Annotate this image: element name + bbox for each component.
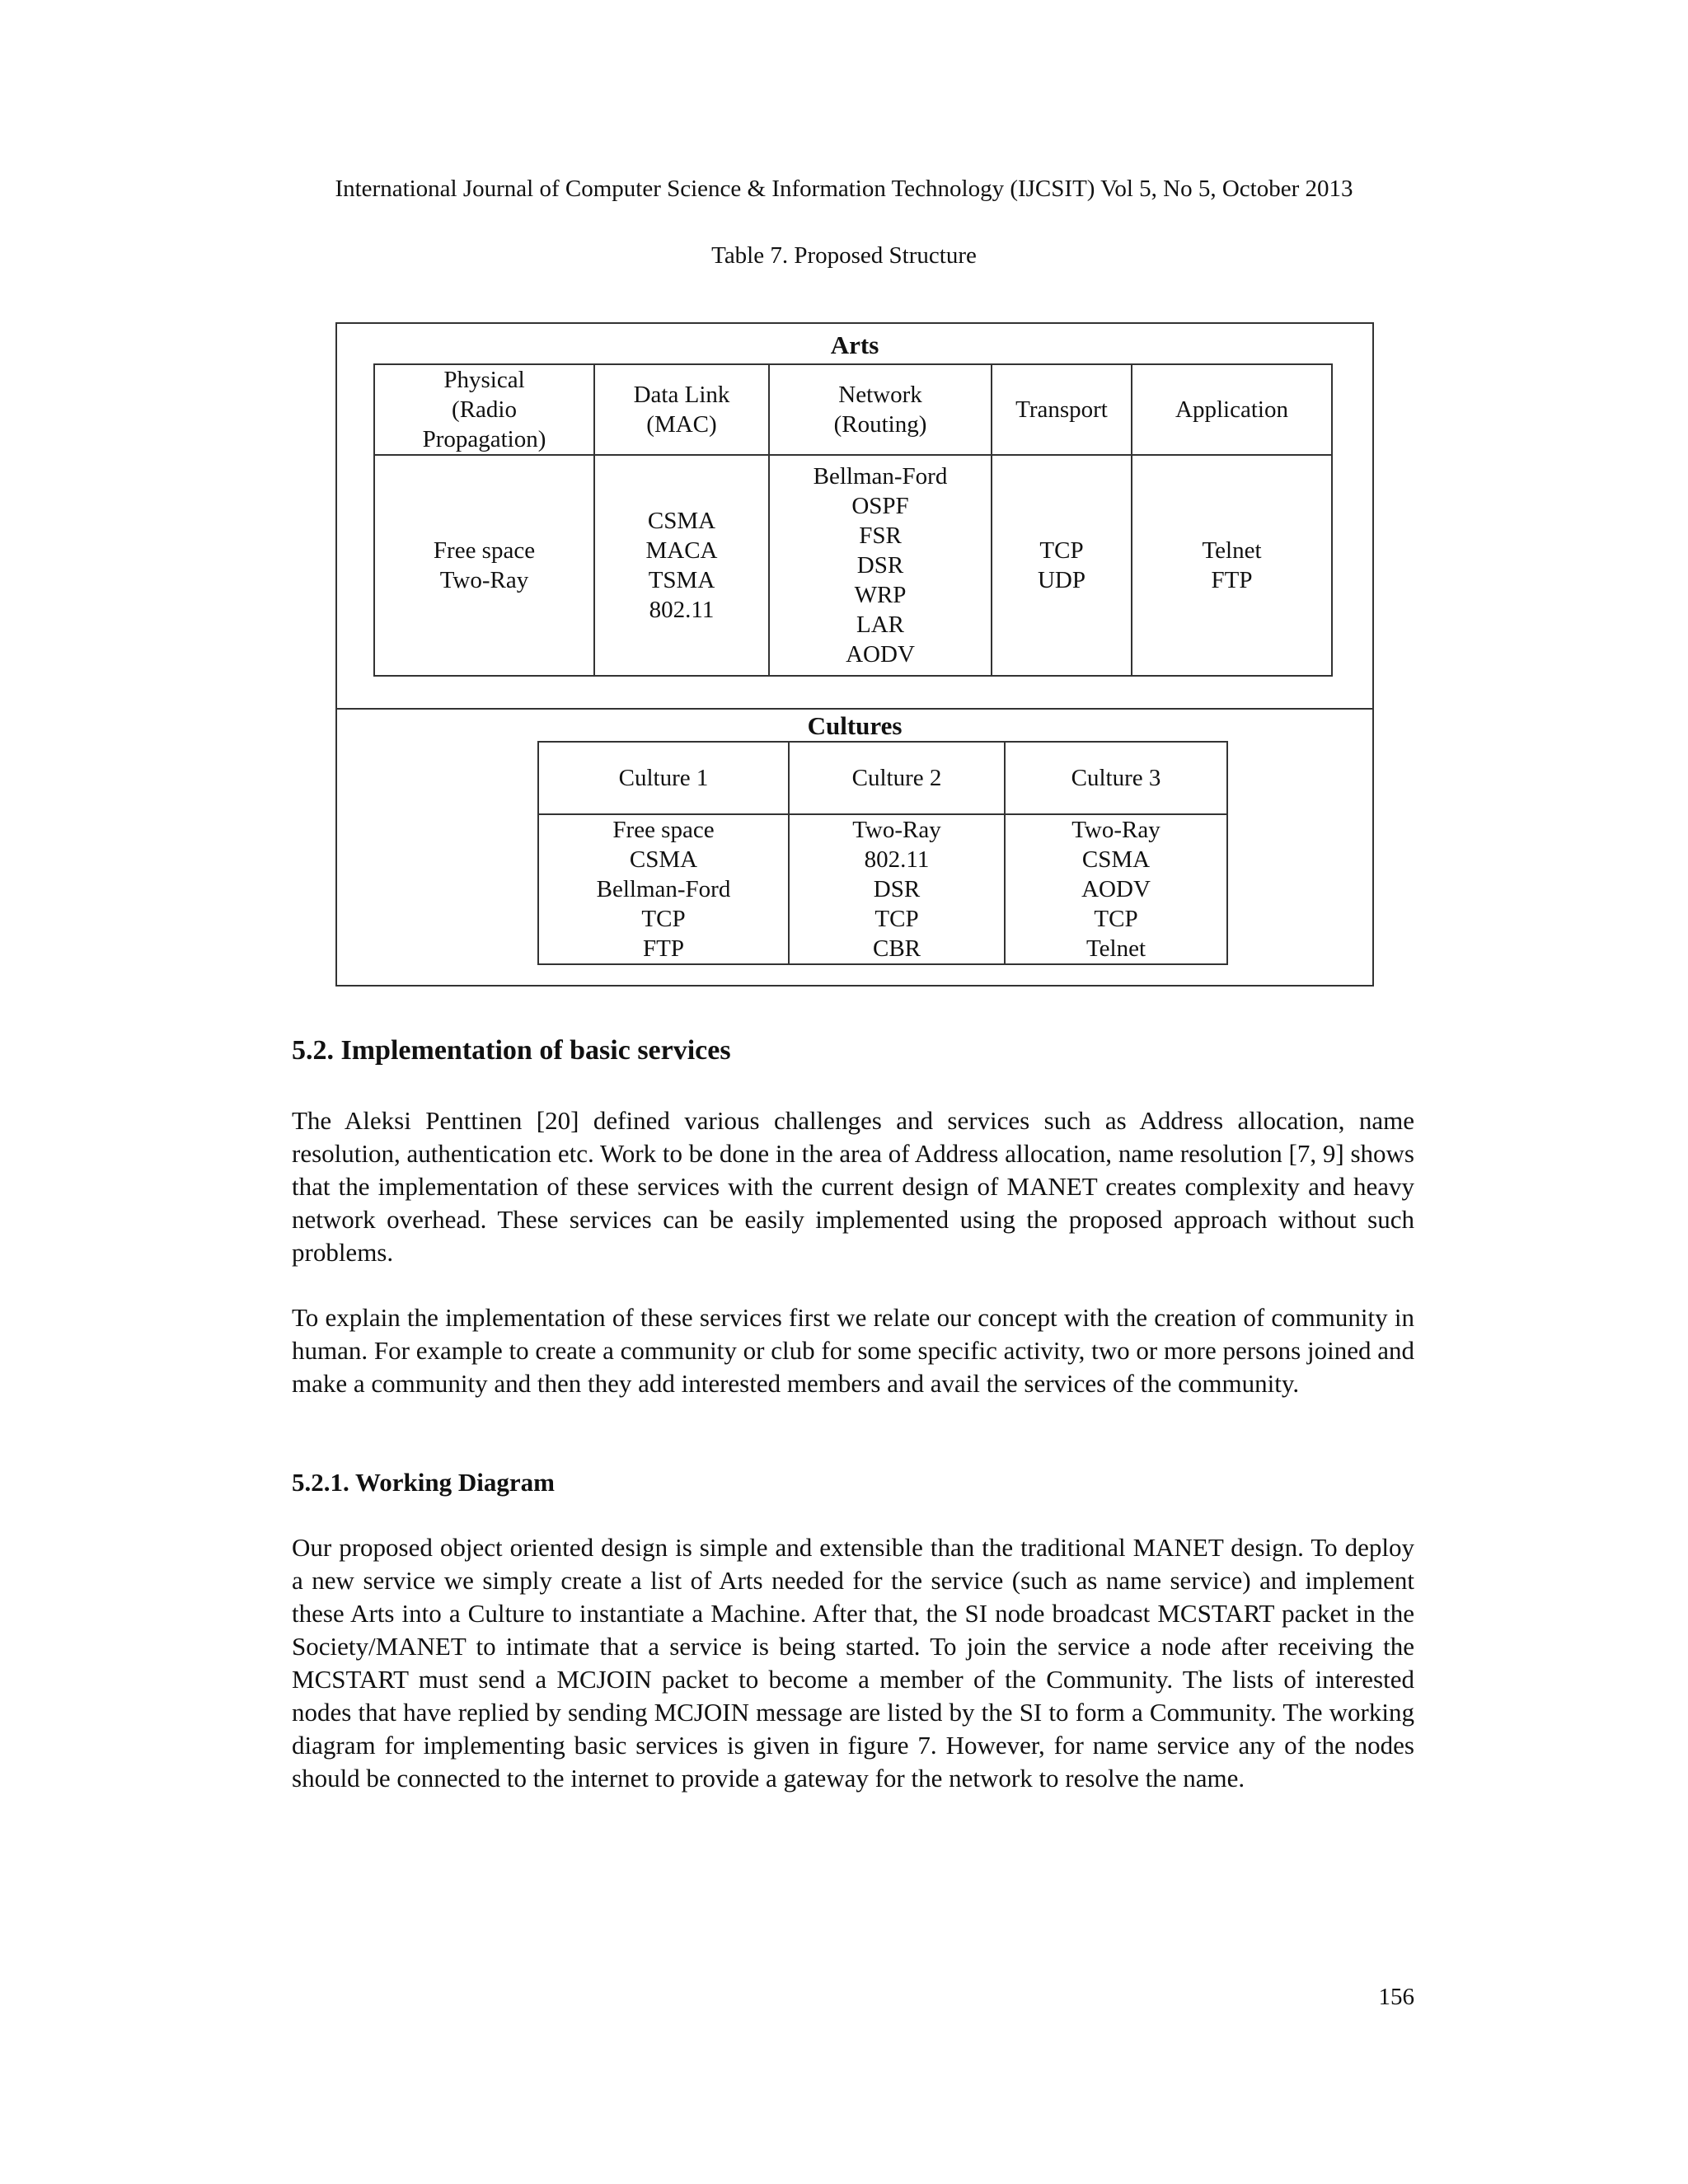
- arts-header-network: Network (Routing): [769, 364, 992, 455]
- cultures-table: [537, 741, 1228, 965]
- arts-table: [373, 363, 1333, 677]
- culture-1-cell: Free space CSMA Bellman-Ford TCP FTP: [538, 814, 789, 964]
- arts-title: Arts: [830, 330, 879, 359]
- culture-2-header: Culture 2: [789, 742, 1005, 814]
- paragraph-community: To explain the implementation of these services first we relate our concept with the creation of community in human. For example to create a community or club for some specific activity, two or more persons joined and make a community and then they add interested members and avail the services of the community.: [292, 1303, 1414, 1398]
- arts-header-physical: Physical (Radio Propagation): [374, 364, 594, 455]
- arts-header-application: Application: [1132, 364, 1332, 455]
- arts-header-transport: Transport: [992, 364, 1132, 455]
- arts-cell-application: Telnet FTP: [1132, 455, 1332, 676]
- page-number: 156: [1378, 1984, 1414, 2010]
- proposed-structure-figure: [335, 322, 1374, 987]
- arts-cell-data-link: CSMA MACA TSMA 802.11: [594, 455, 769, 676]
- culture-1-header: Culture 1: [538, 742, 789, 814]
- paragraph-challenges: The Aleksi Penttinen [20] defined various challenges and services such as Address allocation, name resolution, authentication etc. Work to be done in the area of Address allocation, name resolution [7, 9] shows that the implementation of these services with the current design of MANET creates complexity and heavy network overhead. These services can be easily implemented using the proposed approach without such problems.: [292, 1106, 1414, 1267]
- culture-2-cell: Two-Ray 802.11 DSR TCP CBR: [789, 814, 1005, 964]
- arts-cell-physical: Free space Two-Ray: [374, 455, 594, 676]
- cultures-body-row: [538, 814, 1227, 964]
- arts-header-row: [374, 364, 1332, 455]
- section-heading: 5.2. Implementation of basic services: [292, 1035, 731, 1066]
- arts-header-data-link: Data Link (MAC): [594, 364, 769, 455]
- arts-cell-network: Bellman-Ford OSPF FSR DSR WRP LAR AODV: [769, 455, 992, 676]
- cultures-title: Cultures: [807, 711, 903, 740]
- subsection-heading: 5.2.1. Working Diagram: [292, 1468, 555, 1497]
- arts-body-row: [374, 455, 1332, 676]
- running-header: International Journal of Computer Science & Information Technology (IJCSIT) Vol 5, No 5, October 2013: [335, 176, 1353, 202]
- figure-divider: [337, 708, 1372, 710]
- arts-cell-transport: TCP UDP: [992, 455, 1132, 676]
- table-caption: Table 7. Proposed Structure: [711, 242, 977, 269]
- cultures-header-row: [538, 742, 1227, 814]
- paragraph-working-diagram: Our proposed object oriented design is simple and extensible than the traditional MANET design. To deploy a new service we simply create a list of Arts needed for the service (such as name service) and implement these Arts into a Culture to instantiate a Machine. After that, the SI node broadcast MCSTART packet in the Society/MANET to intimate that a service is being started. To join the service a node after receiving the MCSTART must send a MCJOIN packet to become a member of the Community. The lists of interested nodes that have replied by sending MCJOIN message are listed by the SI to form a Community. The working diagram for implementing basic services is given in figure 7. However, for name service any of the nodes should be connected to the internet to provide a gateway for the network to resolve the name.: [292, 1533, 1414, 1793]
- culture-3-cell: Two-Ray CSMA AODV TCP Telnet: [1005, 814, 1227, 964]
- culture-3-header: Culture 3: [1005, 742, 1227, 814]
